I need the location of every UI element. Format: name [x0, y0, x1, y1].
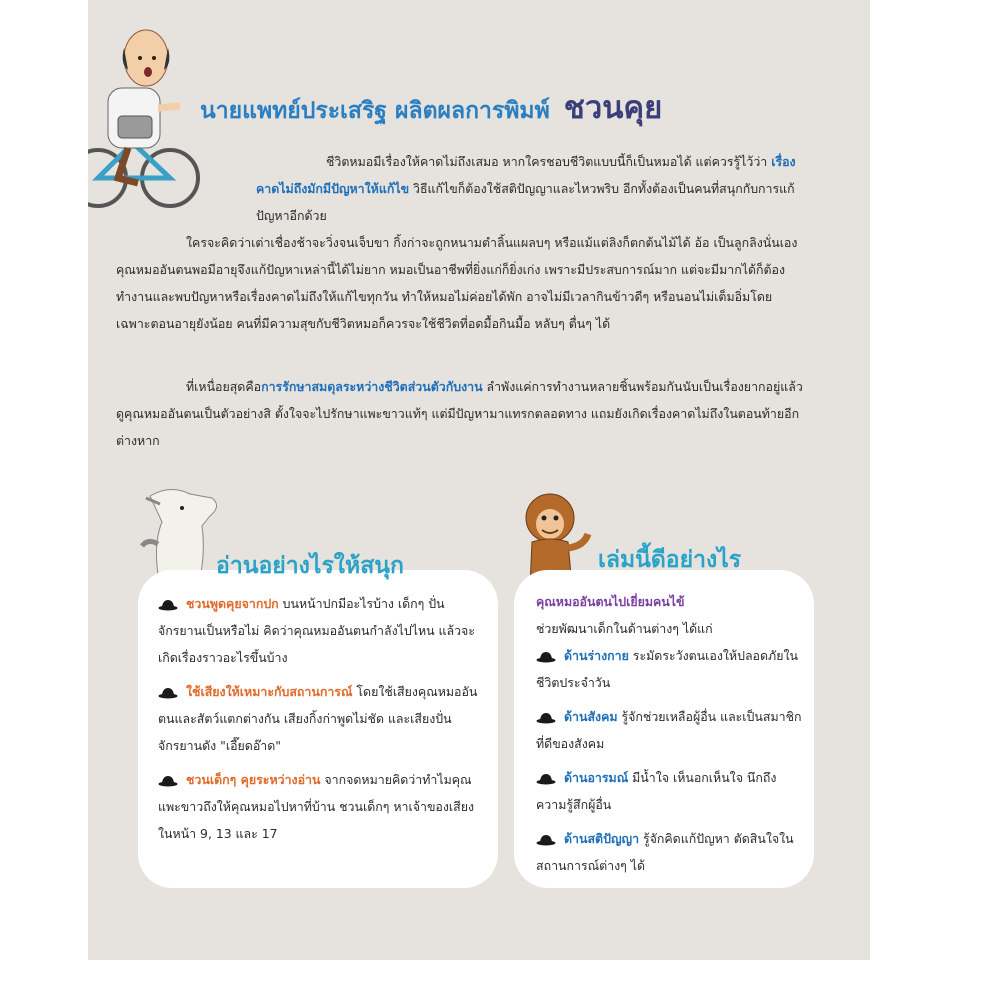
intro-paragraph-2 [116, 229, 806, 337]
hat-bullet-icon [158, 775, 178, 787]
left-card-body [158, 590, 484, 854]
right-item-text: มีน้ำใจ เห็นอกเห็นใจ นึกถึงความรู้สึกผู้อื่น [536, 770, 777, 812]
right-item-keyword: ด้านอารมณ์ [564, 770, 629, 785]
intro-p1-a: ชีวิตหมอมีเรื่องให้คาดไม่ถึงเสมอ หากใครชอบชีวิตแบบนี้ก็เป็นหมอได้ แต่ควรรู้ไว้ว่า [326, 154, 768, 169]
left-card-item [158, 678, 484, 759]
right-card-lead [536, 588, 802, 642]
intro-p2: ใครจะคิดว่าเต่าเชื่องช้าจะวิ่งจนเจ็บขา กิ้งก่าจะถูกหนามตำลิ้นแผลบๆ หรือแม้แต่ลิงก็ตกต้นไม้ได้ อ้อ เป็นลูกลิงนั่นเอง คุณหมออันตนพอมีอายุจึงแก้ปัญหาเหล่านี้ได้ไม่ยาก หมอเป็นอาชีพที่ยิ่งแก่ก็ยิ่งเก่ง เพราะมีประสบการณ์มาก แต่จะมีมากได้ก็ต้องทำงานและพบปัญหาหรือเรื่องคาดไม่ถึงให้แก้ไขทุกวัน ทำให้หมอไม่ค่อยได้พัก อาจไม่มีเวลากินข้าวดีๆ หรือนอนไม่เต็มอิ่มโดยเฉพาะตอนอายุยังน้อย คนที่มีความสุขกับชีวิตหมอก็ควรจะใช้ชีวิตที่อดมื้อกินมื้อ หลับๆ ตื่นๆ ได้ [116, 235, 798, 331]
right-card-title: เล่มนี้ดีอย่างไร [598, 547, 742, 573]
intro-paragraph-1 [256, 148, 808, 229]
intro-p3-b: ลำพังแค่การทำงานหลายชิ้นพร้อมกันนับเป็นเรื่องยากอยู่แล้ว ดูคุณหมออันตนเป็นตัวอย่างสิ ตั้งใจจะไปรักษาแพะขาวแท้ๆ แต่มีปัญหามาแทรกตลอดทาง แถมยังเกิดเรื่องคาดไม่ถึงในตอนท้ายอีกต่างหาก [116, 379, 803, 448]
intro-p3-a: ที่เหนื่อยสุดคือ [186, 379, 262, 394]
left-item-text: บนหน้าปกมีอะไรบ้าง เด็กๆ ปั่นจักรยานเป็นหรือไม่ คิดว่าคุณหมออันตนกำลังไปไหน แล้วจะเกิดเรื่องราวอะไรขึ้นบ้าง [158, 596, 475, 665]
right-card-item [536, 825, 802, 879]
hat-bullet-icon [158, 687, 178, 699]
right-item-text: รู้จักคิดแก้ปัญหา ตัดสินใจในสถานการณ์ต่างๆ ได้ [536, 831, 794, 873]
intro-p1-b: วิธีแก้ไขก็ต้องใช้สติปัญญาและไหวพริบ อีกทั้งต้องเป็นคนที่สนุกกับการแก้ปัญหาอีกด้วย [256, 181, 795, 223]
heading-suffix: ชวนคุย [563, 90, 663, 126]
right-item-keyword: ด้านสติปัญญา [564, 831, 640, 846]
doctor-on-bicycle-illustration [88, 18, 218, 218]
right-lead-text: ช่วยพัฒนาเด็กในด้านต่างๆ ได้แก่ [536, 621, 713, 636]
right-item-text: รู้จักช่วยเหลือผู้อื่น และเป็นสมาชิกที่ดีของสังคม [536, 709, 802, 751]
hat-bullet-icon [536, 712, 556, 724]
page-heading [200, 82, 662, 132]
left-item-text: จากจดหมายคิดว่าทำไมคุณแพะขาวถึงให้คุณหมอไปหาที่บ้าน ชวนเด็กๆ หาเจ้าของเสียงในหน้า 9, 13 และ 17 [158, 772, 475, 841]
right-card-item [536, 703, 802, 757]
right-card-item [536, 642, 802, 696]
hat-bullet-icon [536, 834, 556, 846]
left-item-keyword: ใช้เสียงให้เหมาะกับสถานการณ์ [186, 684, 353, 699]
left-item-keyword: ชวนพูดคุยจากปก [186, 596, 279, 611]
intro-p3-highlight: การรักษาสมดุลระหว่างชีวิตส่วนตัวกับงาน [261, 379, 483, 394]
left-card-item [158, 766, 484, 847]
right-card-body [536, 588, 802, 886]
left-card [138, 570, 498, 888]
hat-bullet-icon [536, 651, 556, 663]
right-lead-keyword: คุณหมออันตนไปเยี่ยมคนไข้ [536, 594, 685, 609]
left-card-item [158, 590, 484, 671]
intro-paragraph-3 [116, 373, 806, 454]
hat-bullet-icon [158, 599, 178, 611]
heading-title: นายแพทย์ประเสริฐ ผลิตผลการพิมพ์ [200, 98, 550, 124]
left-item-keyword: ชวนเด็กๆ คุยระหว่างอ่าน [186, 772, 321, 787]
left-card-title: อ่านอย่างไรให้สนุก [216, 553, 404, 579]
page-background [88, 0, 870, 960]
hat-bullet-icon [536, 773, 556, 785]
right-card [514, 570, 814, 888]
right-card-item [536, 764, 802, 818]
right-item-keyword: ด้านสังคม [564, 709, 618, 724]
left-item-text: โดยใช้เสียงคุณหมออันตนและสัตว์แตกต่างกัน เสียงกิ้งก่าพูดไม่ชัด และเสียงปั่นจักรยานดัง "เอี๊ยดอ๊าด" [158, 684, 478, 753]
right-item-keyword: ด้านร่างกาย [564, 648, 629, 663]
right-item-text: ระมัดระวังตนเองให้ปลอดภัยในชีวิตประจำวัน [536, 648, 798, 690]
intro-p1-highlight: เรื่องคาดไม่ถึงมักมีปัญหาให้แก้ไข [256, 154, 796, 196]
